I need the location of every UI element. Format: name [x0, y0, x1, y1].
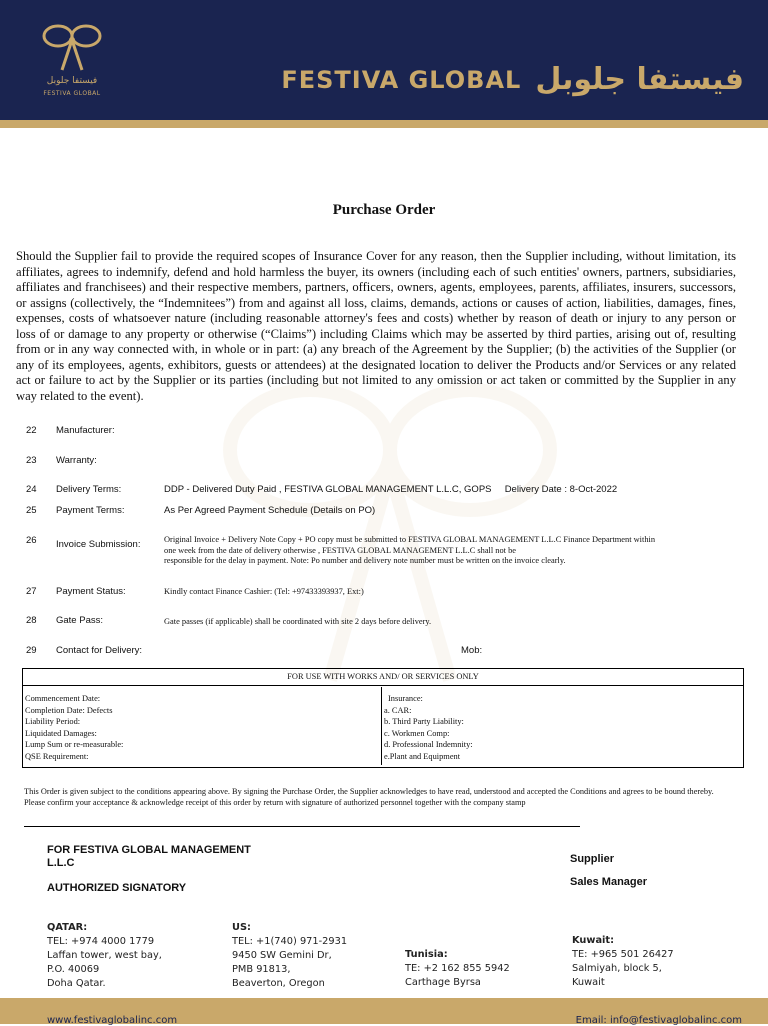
row-value: Gate passes (if applicable) shall be coordinated with site 2 days before delivery. [164, 617, 432, 626]
row-value: As Per Agreed Payment Schedule (Details on PO) [164, 505, 376, 516]
festiva-logo [36, 18, 108, 102]
insurance-field: b. Third Party Liability: [384, 717, 464, 726]
footer-email-link[interactable]: Email: info@festivaglobalinc.com [575, 1015, 742, 1026]
works-field: Completion Date: Defects [25, 705, 113, 715]
office-line: Beaverton, Oregon [232, 978, 325, 989]
company-name-line: FOR FESTIVA GLOBAL MANAGEMENT [47, 844, 251, 856]
logo-english-text: FESTIVA GLOBAL [43, 90, 101, 97]
supplier-label: Supplier [570, 853, 615, 865]
row-number: 24 [26, 484, 37, 495]
works-box-left [25, 693, 380, 762]
works-box-insurance [381, 687, 744, 765]
row-number: 27 [26, 586, 37, 597]
office-line: TE: +965 501 26427 [572, 949, 674, 960]
brand-name [281, 62, 744, 97]
row-label: Contact for Delivery: [56, 645, 143, 656]
office-line: Laffan tower, west bay, [47, 950, 162, 961]
works-field: Liquidated Damages: [25, 728, 97, 738]
company-signatory-block [47, 844, 251, 870]
office-line: P.O. 40069 [47, 964, 100, 975]
invoice-line: responsible for the delay in payment. Note: Po number and delivery note number must be written on the invoice clearly. [164, 556, 566, 565]
insurance-field: a. CAR: [384, 705, 412, 715]
office-name: QATAR: [47, 922, 88, 933]
row-label: Payment Terms: [56, 505, 125, 516]
insurance-heading: Insurance: [388, 694, 423, 703]
brand-english: FESTIVA GLOBAL [281, 65, 522, 94]
footer-website-link[interactable]: www.festivaglobalinc.com [47, 1015, 178, 1026]
row-value: Kindly contact Finance Cashier: (Tel: +97433393937, Ext:) [164, 587, 364, 596]
office-qatar [47, 921, 162, 991]
authorized-signatory: AUTHORIZED SIGNATORY [47, 882, 187, 894]
works-box-heading: FOR USE WITH WORKS AND/ OR SERVICES ONLY [23, 669, 743, 686]
signature-line [24, 826, 580, 827]
invoice-line: one week from the date of delivery otherwise , FESTIVA GLOBAL MANAGEMENT L.L.C shall not be [164, 545, 516, 555]
office-tunisia [405, 948, 510, 990]
office-line: TE: +2 162 855 5942 [405, 963, 510, 974]
row-number: 29 [26, 645, 37, 656]
document-title: Purchase Order [332, 202, 436, 218]
insurance-field: c. Workmen Comp: [384, 728, 450, 738]
row-number: 23 [26, 455, 37, 466]
office-name: Tunisia: [405, 949, 448, 960]
watermark-logo-icon [190, 360, 590, 700]
invoice-line: Original Invoice + Delivery Note Copy + PO copy must be submitted to FESTIVA GLOBAL MANAGEMENT L.L.C Finance Department within [164, 535, 656, 544]
logo-arabic-text: فيستفا جلوبل [46, 76, 98, 86]
letterhead-banner [0, 0, 768, 120]
sales-manager-label: Sales Manager [570, 876, 648, 888]
insurance-indemnity-clause: Should the Supplier fail to provide the required scopes of Insurance Cover for any reason, then the Supplier including, without limitation, its affiliates, agrees to indemnify, defend and hold harmless the buyer, its owners (including each of such entities' owners, partners, subsidiaries, affiliates and franchisees) and their respective members, partners, officers, owners, agents, employees, parents, affiliates, insurers, successors, or assigns (collectively, the “Indemnitees”) from and against all loss, claims, demands, actions or causes of action, liabilities, damages, fines, expenses, costs of whatsoever nature (including reasonable attorney's fees and costs) whether by reason of death or injury to any person or loss of or damage to any property or otherwise (“Claims”) including Claims which may be asserted by third parties, arising out of, resulting from or in any way connected with, in whole or in part: (a) any breach of the Agreement by the Supplier; (b) the activities of the Supplier (or any of its employees, agents, exhibitors, guests or attendees) at the designated location to deliver the Products and/or Services or any related act or failure to act by the Supplier or its parties (including but not limited to any omission or act taken or committed by the Supplier in any way related to the event). [16, 249, 736, 403]
office-name: US: [232, 922, 251, 933]
row-label: Warranty: [56, 455, 97, 466]
office-name: Kuwait: [572, 935, 615, 946]
row-number: 26 [26, 535, 37, 546]
works-field: QSE Requirement: [25, 751, 89, 761]
office-us [232, 921, 347, 991]
insurance-field: e.Plant and Equipment [384, 751, 461, 761]
insurance-field: d. Professional Indemnity: [384, 740, 473, 749]
works-services-box [22, 668, 744, 768]
office-line: Salmiyah, block 5, [572, 963, 662, 974]
works-field: Lump Sum or re-measurable: [25, 740, 124, 749]
office-line: TEL: +974 4000 1779 [47, 936, 155, 947]
office-line: 9450 SW Gemini Dr, [232, 950, 332, 961]
office-line: PMB 91813, [232, 964, 291, 975]
acceptance-terms: This Order is given subject to the conditions appearing above. By signing the Purchase Order, the Supplier acknowledges to have read, understood and accepted the Conditions and agrees to be bound thereby. Please confirm your acceptance & acknowledge receipt of this order by return with signature of authorized personnel together with the company stamp [24, 787, 714, 808]
row-label: Invoice Submission: [56, 539, 141, 550]
row-value: DDP - Delivered Duty Paid , FESTIVA GLOBAL MANAGEMENT L.L.C, GOPS Delivery Date : 8-Oct-2022 [164, 484, 618, 495]
office-kuwait [572, 934, 674, 990]
header-gold-stripe [0, 120, 768, 128]
office-line: Carthage Byrsa [405, 977, 481, 988]
row-number: 25 [26, 505, 37, 516]
company-name-line: L.L.C [47, 857, 75, 869]
row-label: Gate Pass: [56, 615, 103, 626]
office-line: TEL: +1(740) 971-2931 [232, 936, 348, 947]
row-number: 28 [26, 615, 37, 626]
row-label: Manufacturer: [56, 425, 115, 436]
mobile-label: Mob: [461, 645, 483, 656]
logo-emblem-icon [36, 18, 108, 76]
brand-arabic: فيستفا جلوبل [535, 62, 744, 97]
works-field: Commencement Date: [25, 694, 101, 703]
row-number: 22 [26, 425, 37, 436]
row-label: Delivery Terms: [56, 484, 122, 495]
row-value [164, 535, 655, 567]
works-field: Liability Period: [25, 717, 81, 726]
office-line: Doha Qatar. [47, 978, 106, 989]
row-label: Payment Status: [56, 586, 126, 597]
office-line: Kuwait [572, 977, 605, 988]
